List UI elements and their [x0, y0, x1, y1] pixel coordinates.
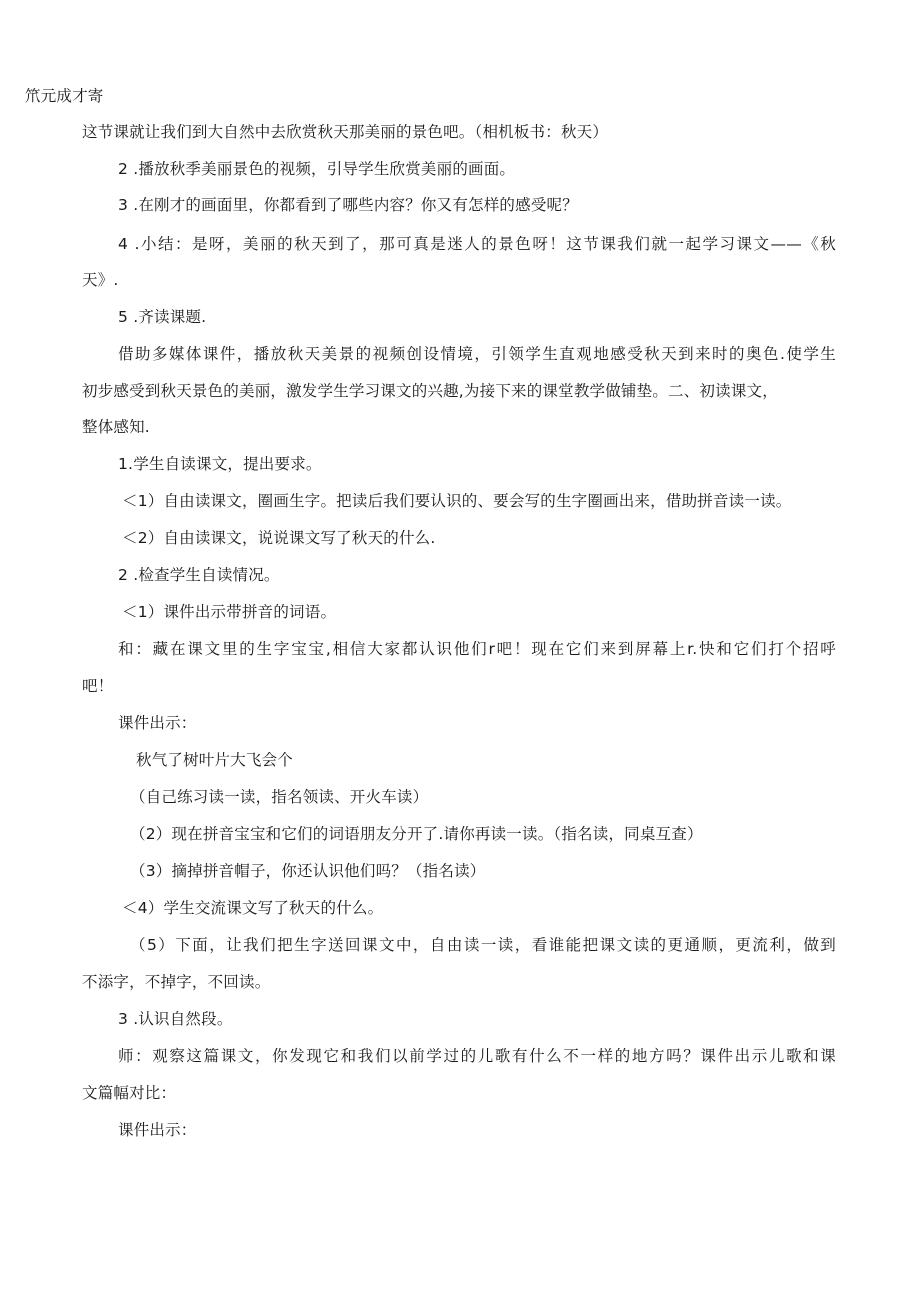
- paragraph-line: 吧！: [82, 677, 114, 695]
- list-item-4-continued: 天》.: [82, 271, 119, 289]
- list-item-5: 5 .齐读课题.: [118, 308, 207, 326]
- instruction-note: （自己练习读一读，指名领读、开火车读）: [130, 788, 429, 806]
- paragraph-line: 和：藏在课文里的生字宝宝,相信大家都认识他们r吧！现在它们来到屏幕上r.快和它们打个招呼: [118, 640, 836, 658]
- sub-item-4: ＜4）学生交流课文写了秋天的什么。: [122, 899, 384, 917]
- list-item-4: 4 .小结：是呀，美丽的秋天到了，那可真是迷人的景色呀！这节课我们就一起学习课文——《秋: [118, 235, 836, 253]
- vocabulary-words: 秋气了树叶片大飞会个: [136, 751, 294, 769]
- sub-item-5: （5）下面，让我们把生字送回课文中，自由读一读，看谁能把课文读的更通顺，更流利，做到: [130, 936, 836, 954]
- courseware-label: 课件出示：: [118, 1121, 197, 1139]
- paragraph-line: 不添字，不掉字，不回读。: [82, 973, 271, 991]
- sub-item-2: ＜2）自由读课文，说说课文写了秋天的什么.: [122, 529, 436, 547]
- sub-item-2: （2）现在拼音宝宝和它们的词语朋友分开了.请你再读一读。（指名读，同桌互查）: [130, 825, 703, 843]
- sub-item-1: ＜1）课件出示带拼音的词语。: [122, 603, 337, 621]
- paragraph-line: 师：观察这篇课文，你发现它和我们以前学过的儿歌有什么不一样的地方吗？课件出示儿歌和课: [118, 1047, 836, 1065]
- page-header: 笊元成才寄: [25, 87, 104, 105]
- list-item-2: 2 .检查学生自读情况。: [118, 566, 280, 584]
- list-item-3: 3 .认识自然段。: [118, 1010, 233, 1028]
- list-item-3: 3 .在刚才的画面里，你都看到了哪些内容？你又有怎样的感受呢？: [118, 196, 578, 214]
- paragraph-line: 借助多媒体课件，播放秋天美景的视频创设情境，引领学生直观地感受秋天到来时的奥色.使学生: [118, 345, 836, 363]
- list-item-2: 2 .播放秋季美丽景色的视频，引导学生欣赏美丽的画面。: [118, 160, 516, 178]
- section-heading: 整体感知.: [82, 418, 150, 436]
- sub-item-1: ＜1）自由读课文，圈画生字。把读后我们要认识的、要会写的生字圈画出来，借助拼音读一读。: [122, 492, 792, 510]
- list-item-1: 1.学生自读课文，提出要求。: [118, 455, 322, 473]
- paragraph-line: 初步感受到秋天景色的美丽，激发学生学习课文的兴趣,为接下来的课堂教学做铺垫。二、初读课文，: [82, 382, 778, 400]
- paragraph-line: 这节课就让我们到大自然中去欣赏秋天那美丽的景色吧。（相机板书：秋天）: [82, 123, 609, 141]
- sub-item-3: （3）摘掉拼音帽子，你还认识他们吗？（指名读）: [130, 862, 486, 880]
- courseware-label: 课件出示：: [118, 714, 197, 732]
- paragraph-line: 文篇幅对比：: [82, 1084, 177, 1102]
